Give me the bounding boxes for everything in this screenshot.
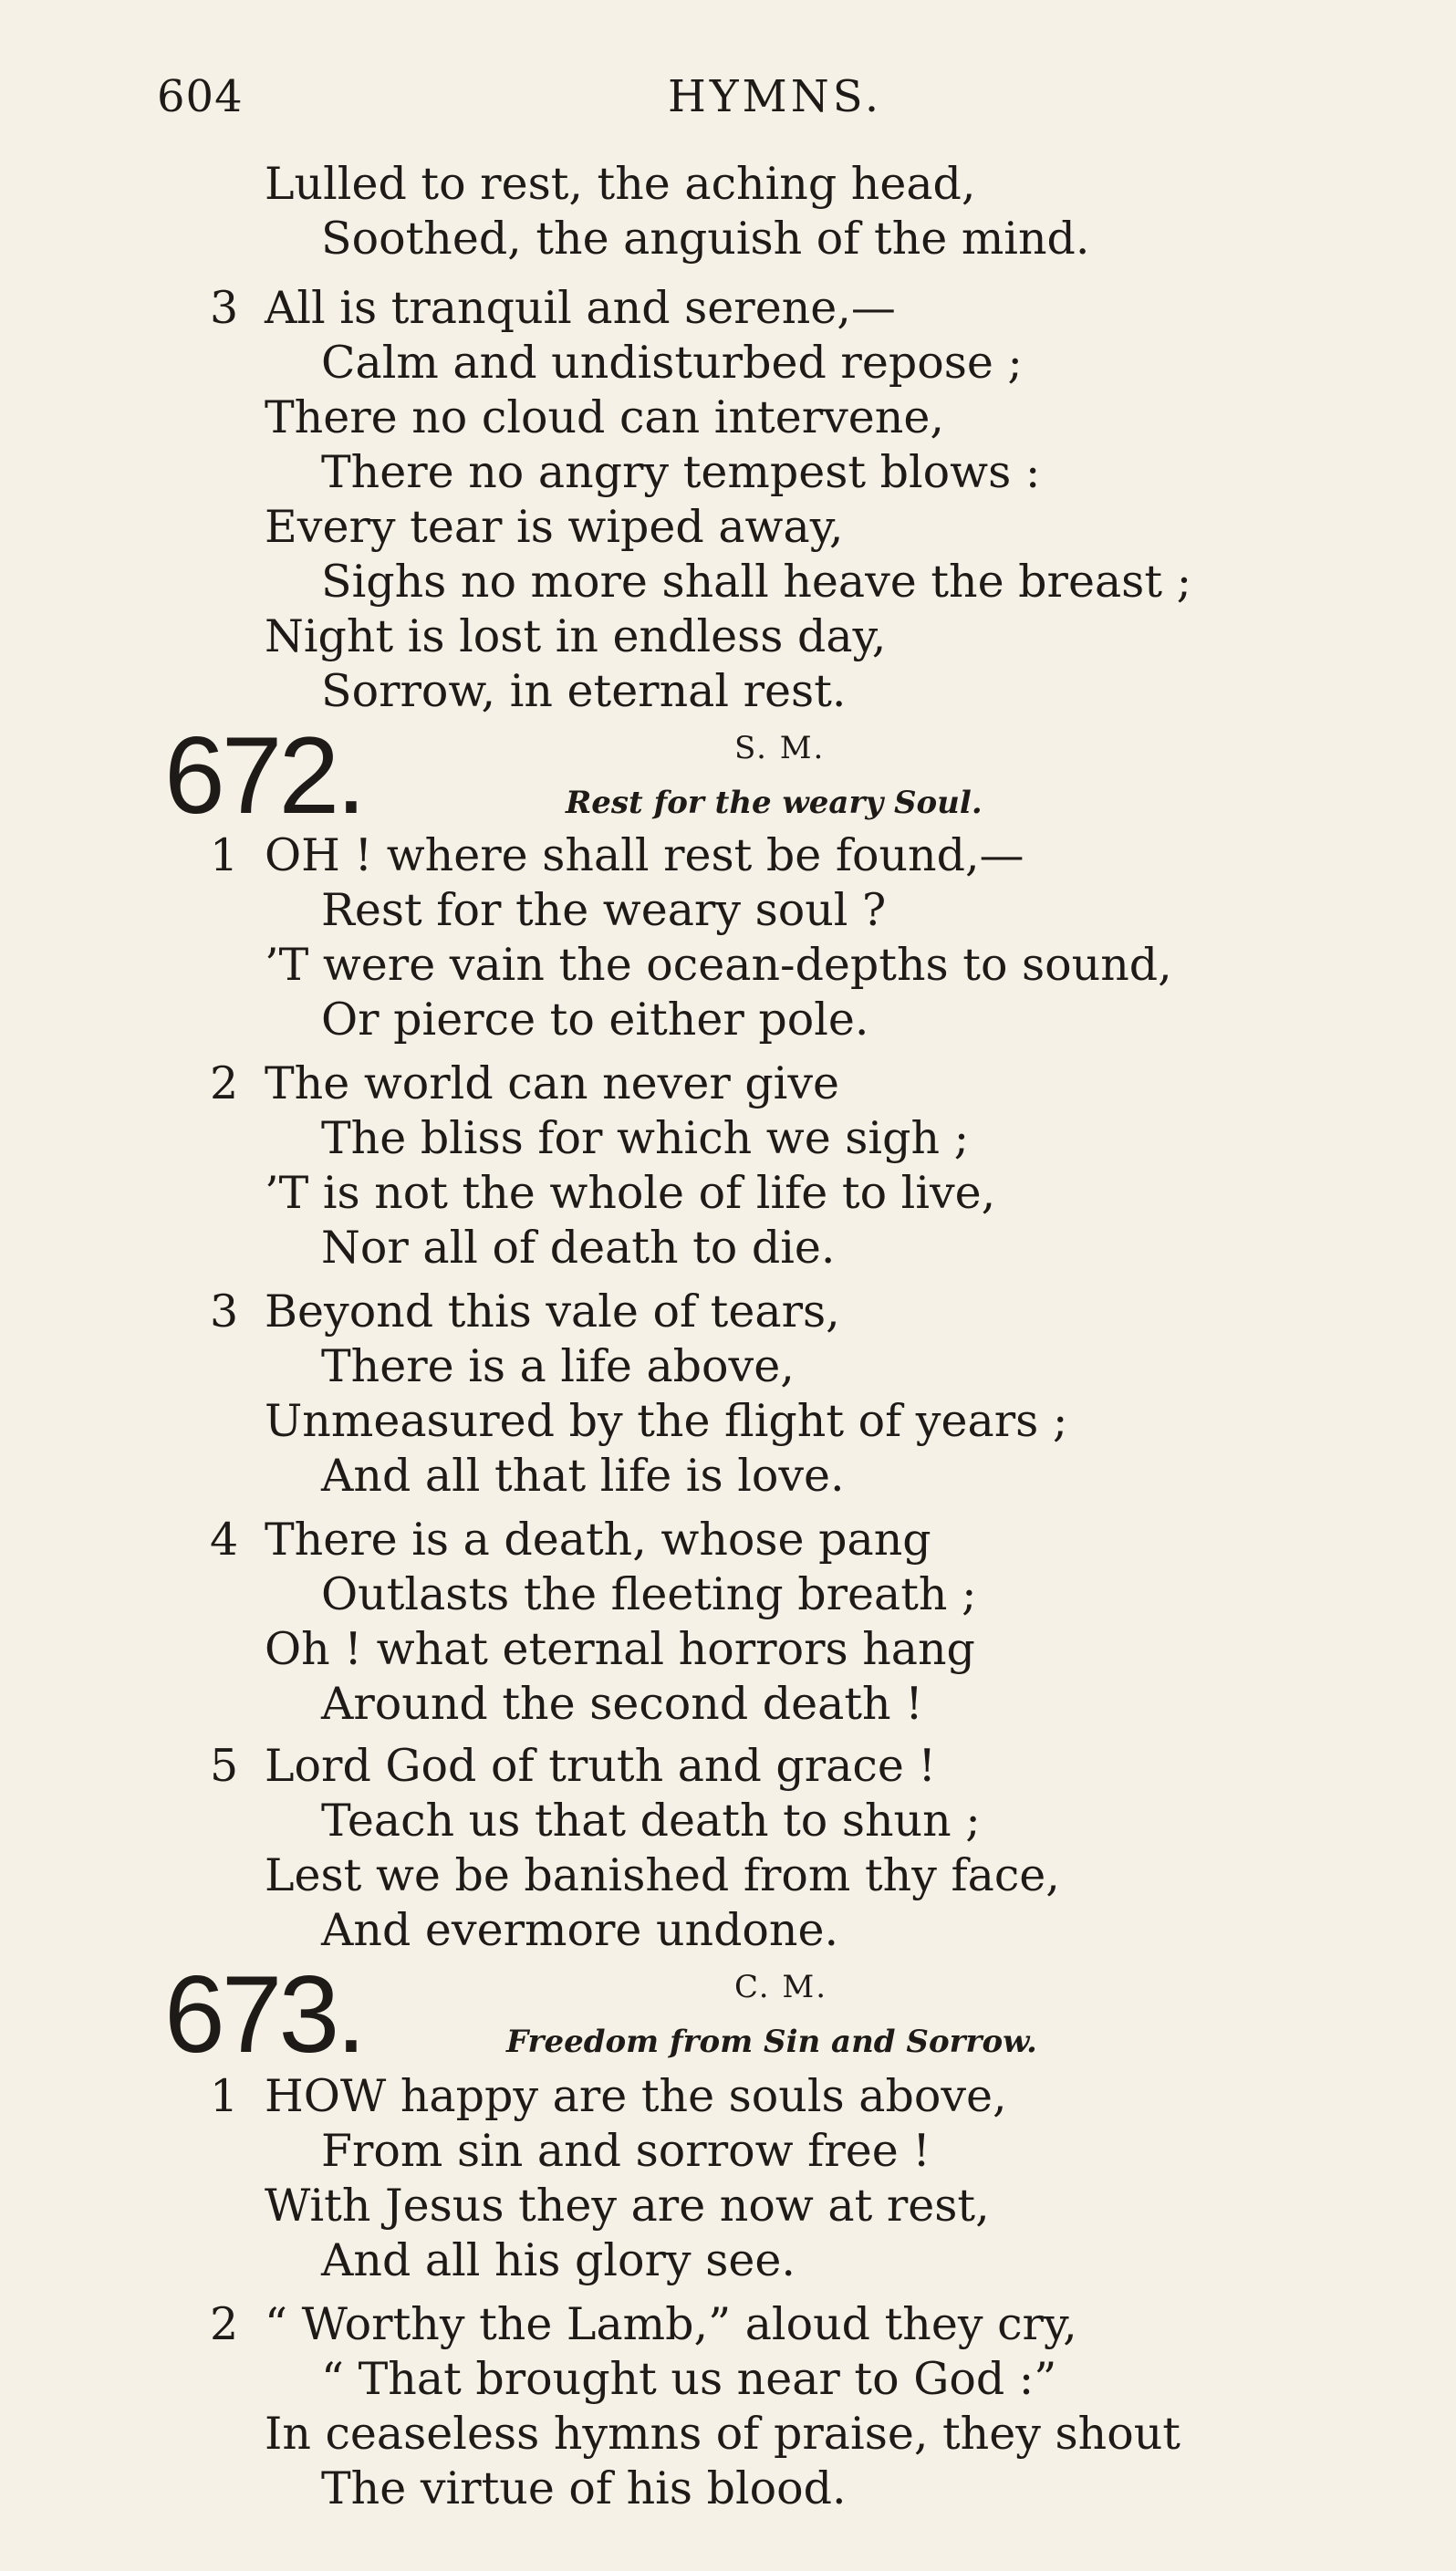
- verse-line: Around the second death !: [321, 1678, 923, 1730]
- verse-line: Night is lost in endless day,: [265, 610, 887, 662]
- verse-line: With Jesus they are now at rest,: [265, 2180, 990, 2232]
- verse-line: Every tear is wiped away,: [265, 501, 844, 553]
- stanza-number: 4: [210, 1514, 239, 1566]
- page-header: [157, 71, 1297, 135]
- verse-line: There no cloud can intervene,: [265, 391, 944, 443]
- page-number: 604: [157, 71, 244, 122]
- hymn-subtitle: Freedom from Sin and Sorrow.: [506, 2024, 1037, 2060]
- verse-line: Sorrow, in eternal rest.: [321, 665, 847, 717]
- stanza-number: 5: [210, 1740, 239, 1792]
- verse-line: Lulled to rest, the aching head,: [265, 158, 976, 210]
- verse-line: From sin and sorrow free !: [321, 2125, 931, 2177]
- hymn-meter: C. M.: [734, 1969, 828, 2005]
- stanza-number: 3: [210, 282, 239, 334]
- verse-line: There is a life above,: [321, 1340, 795, 1392]
- verse-line: In ceaseless hymns of praise, they shout: [265, 2408, 1180, 2460]
- verse-line: Rest for the weary soul ?: [321, 884, 887, 936]
- verse-line: ’T were vain the ocean-depths to sound,: [265, 939, 1172, 991]
- running-title: HYMNS.: [668, 71, 883, 122]
- verse-line: The virtue of his blood.: [321, 2462, 847, 2514]
- verse-line: Lest we be banished from thy face,: [265, 1849, 1060, 1901]
- verse-line: Oh ! what eternal horrors hang: [265, 1623, 975, 1675]
- verse-line: Or pierce to either pole.: [321, 994, 869, 1046]
- verse-line: Sighs no more shall heave the breast ;: [321, 556, 1192, 608]
- verse-line: Outlasts the fleeting breath ;: [321, 1568, 977, 1620]
- stanza-number: 1: [210, 829, 239, 881]
- verse-line: Nor all of death to die.: [321, 1222, 836, 1274]
- verse-line: Teach us that death to shun ;: [321, 1795, 981, 1847]
- verse-line: There is a death, whose pang: [265, 1514, 931, 1566]
- hymn-subtitle: Rest for the weary Soul.: [566, 785, 983, 821]
- verse-line: “ Worthy the Lamb,” aloud they cry,: [265, 2298, 1077, 2350]
- verse-line: Beyond this vale of tears,: [265, 1286, 840, 1338]
- verse-line: And all that life is love.: [321, 1450, 845, 1502]
- verse-line: The world can never give: [265, 1057, 840, 1109]
- stanza-number: 2: [210, 1057, 239, 1109]
- verse-line: The bliss for which we sigh ;: [321, 1112, 970, 1164]
- verse-line: And all his glory see.: [321, 2234, 796, 2286]
- verse-line: “ That brought us near to God :”: [321, 2353, 1057, 2405]
- verse-line: Soothed, the anguish of the mind.: [321, 213, 1090, 265]
- hymn-number: 673.: [164, 1953, 363, 2076]
- verse-line: ’T is not the whole of life to live,: [265, 1167, 996, 1219]
- verse-line: All is tranquil and serene,—: [265, 282, 896, 334]
- verse-line: There no angry tempest blows :: [321, 446, 1041, 498]
- verse-line: OH ! where shall rest be found,—: [265, 829, 1024, 881]
- verse-line: Calm and undisturbed repose ;: [321, 337, 1023, 389]
- stanza-number: 2: [210, 2298, 239, 2350]
- verse-line: Unmeasured by the flight of years ;: [265, 1395, 1068, 1447]
- verse-line: And evermore undone.: [321, 1904, 839, 1956]
- verse-line: HOW happy are the souls above,: [265, 2070, 1007, 2122]
- hymn-meter: S. M.: [734, 730, 826, 766]
- stanza-number: 1: [210, 2070, 239, 2122]
- hymn-number: 672.: [164, 714, 363, 837]
- stanza-number: 3: [210, 1286, 239, 1338]
- verse-line: Lord God of truth and grace !: [265, 1740, 937, 1792]
